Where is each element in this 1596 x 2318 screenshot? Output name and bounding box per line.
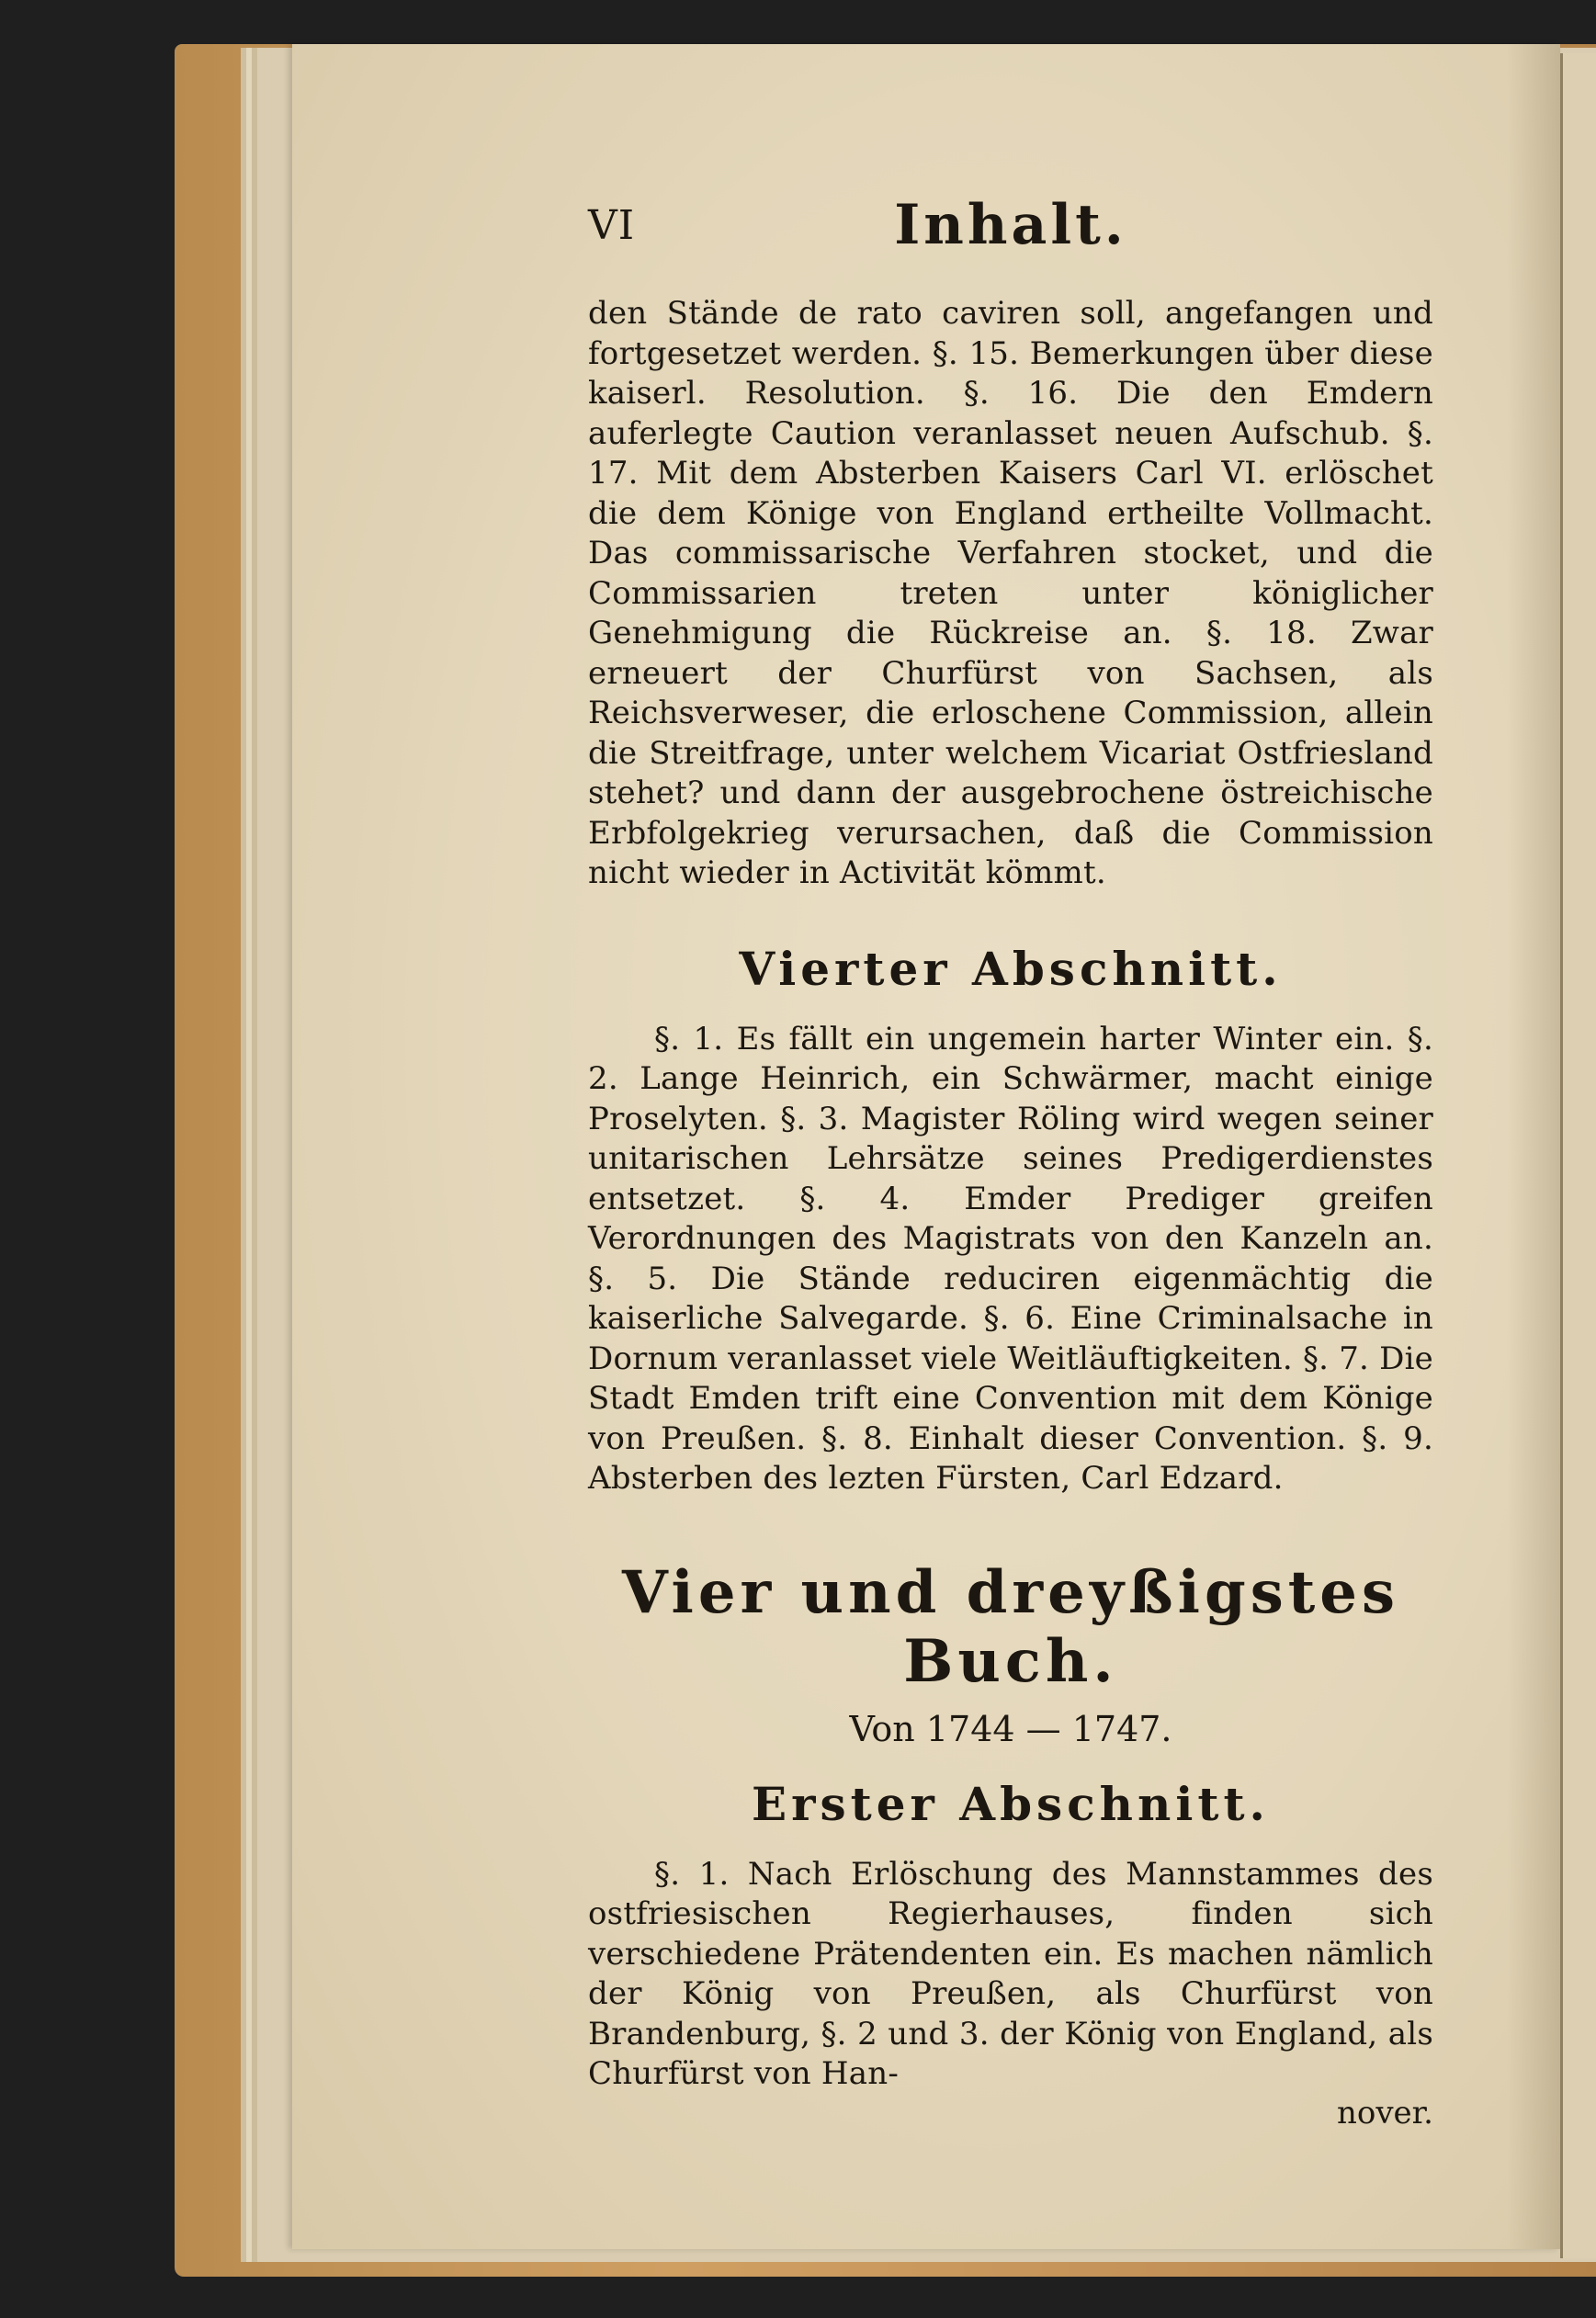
contents-paragraph: den Stände de rato caviren soll, angefangen und fortgesetzet werden. §. 15. Bemerkungen über diese kaiserl. Resolution. §. 16. Die den Emdern auferlegte Caution veranlasset neuen Aufschub. §. 17. Mit dem Absterben Kaisers Carl VI. erlöschet die dem Könige von England ertheilte Vollmacht. Das commissarische Verfahren stocket, und die Commissarien treten unter königlicher Genehmigung die Rückreise an. §. 18. Zwar erneuert der Churfürst von Sachsen, als Reichsverweser, die erloschene Commission, allein die Streitfrage, unter welchem Vicariat Ostfriesland stehet? und dann der ausgebrochene östreichische Erbfolgekrieg verursachen, daß die Commission nicht wieder in Activität kömmt. bbox=[588, 295, 1433, 891]
page-text bbox=[588, 193, 1433, 2131]
year-range: Von 1744 — 1747. bbox=[849, 1708, 1172, 1749]
catchword: nover. bbox=[1336, 2094, 1433, 2131]
running-title: Inhalt. bbox=[894, 193, 1127, 257]
book-heading: Vier und dreyßigstes Buch. bbox=[621, 1557, 1400, 1696]
contents-paragraph: §. 1. Nach Erlöschung des Mannstammes des ostfriesischen Regierhauses, finden sich verschiedene Prätendenten ein. Es machen nämlich der König von Preußen, als Churfürst von Brandenburg, §. 2 und 3. der König von England, als Churfürst von Han- bbox=[588, 1855, 1433, 2092]
section-heading: Erster Abschnitt. bbox=[752, 1776, 1270, 1831]
page-header bbox=[588, 193, 1433, 276]
contents-paragraph: §. 1. Es fällt ein ungemein harter Winter ein. §. 2. Lange Heinrich, ein Schwärmer, macht einige Proselyten. §. 3. Magister Röling wird wegen seiner unitarischen Lehrsätze seines Predigerdienstes entsetzet. §. 4. Emder Prediger greifen Verordnungen des Magistrats von den Kanzeln an. §. 5. Die Stände reduciren eigenmächtig die kaiserliche Salvegarde. §. 6. Eine Criminalsache in Dornum veranlasset viele Weitläuftigkeiten. §. 7. Die Stadt Emden trift eine Convention mit dem Könige von Preußen. §. 8. Einhalt dieser Convention. §. 9. Absterben des lezten Fürsten, Carl Edzard. bbox=[588, 1020, 1433, 1497]
facing-page-edge bbox=[1560, 53, 1596, 2258]
gutter-shadow bbox=[1507, 44, 1560, 2249]
section-heading: Vierter Abschnitt. bbox=[739, 941, 1283, 996]
page-number: VI bbox=[588, 202, 636, 249]
